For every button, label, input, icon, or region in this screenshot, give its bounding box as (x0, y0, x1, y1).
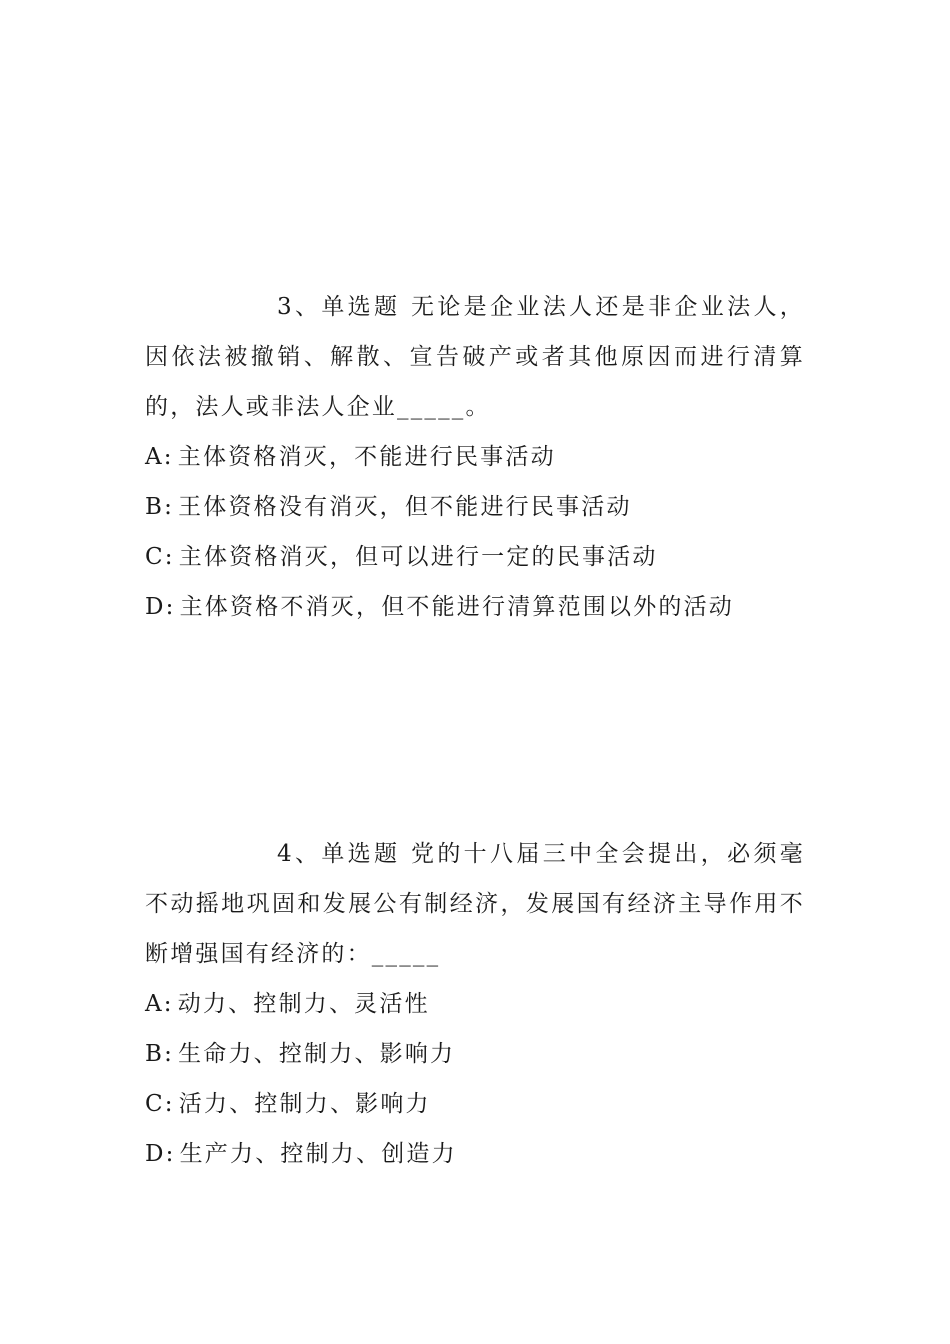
option-letter: C: (145, 1091, 175, 1117)
question-stem: 4、单选题 党的十八届三中全会提出，必须毫不动摇地巩固和发展公有制经济，发展国有经济主导作用不断增强国有经济的：_____ (145, 841, 805, 967)
option-text: 活力、控制力、影响力 (178, 1091, 431, 1117)
option-b (145, 482, 805, 532)
option-letter: A: (145, 991, 174, 1017)
option-text: 生产力、控制力、创造力 (179, 1141, 457, 1167)
option-c (145, 532, 805, 582)
option-text: 主体资格消灭，不能进行民事活动 (177, 444, 556, 470)
option-list (145, 979, 805, 1179)
option-text: 主体资格不消灭，但不能进行清算范围以外的活动 (179, 594, 734, 620)
option-a (145, 979, 805, 1029)
question-3 (145, 282, 805, 632)
option-letter: D: (145, 594, 176, 620)
option-list (145, 432, 805, 632)
option-text: 动力、控制力、灵活性 (177, 991, 430, 1017)
option-letter: A: (145, 444, 174, 470)
option-a (145, 432, 805, 482)
option-letter: B: (145, 1041, 175, 1067)
option-letter: D: (145, 1141, 176, 1167)
option-letter: B: (145, 494, 175, 520)
option-text: 生命力、控制力、影响力 (178, 1041, 456, 1067)
option-text: 主体资格消灭，但可以进行一定的民事活动 (178, 544, 658, 570)
option-d (145, 582, 805, 632)
option-letter: C: (145, 544, 175, 570)
question-4 (145, 829, 805, 1179)
option-b (145, 1029, 805, 1079)
option-c (145, 1079, 805, 1129)
option-text: 王体资格没有消灭，但不能进行民事活动 (178, 494, 632, 520)
question-stem: 3、单选题 无论是企业法人还是非企业法人，因依法被撤销、解散、宣告破产或者其他原因而进行清算的，法人或非法人企业_____。 (145, 294, 805, 420)
option-d (145, 1129, 805, 1179)
